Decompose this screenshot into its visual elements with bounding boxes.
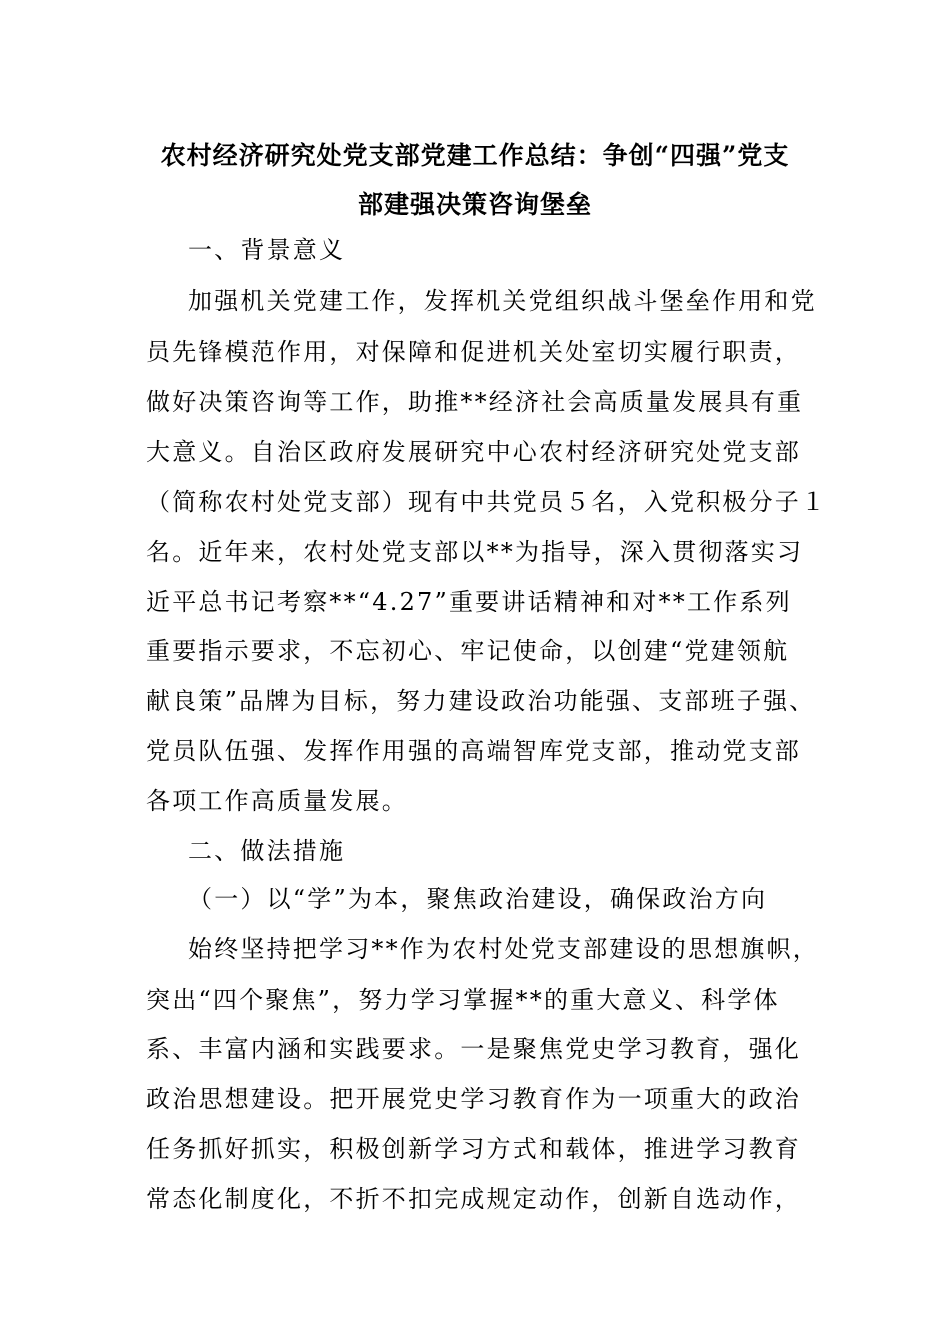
paragraph-line: 重要指示要求，不忘初心、牢记使命，以创建“党建领航 <box>146 637 790 665</box>
paragraph-line: 始终坚持把学习**作为农村处党支部建设的思想旗帜， <box>188 935 819 963</box>
paragraph-line: 党员队伍强、发挥作用强的高端智库党支部，推动党支部 <box>146 737 801 765</box>
paragraph-line: 献良策”品牌为目标，努力建设政治功能强、支部班子强、 <box>146 687 816 715</box>
paragraph-line: 政治思想建设。把开展党史学习教育作为一项重大的政治 <box>146 1085 801 1113</box>
paragraph-line: 加强机关党建工作，发挥机关党组织战斗堡垒作用和党 <box>188 287 817 315</box>
document-title-line-1: 农村经济研究处党支部党建工作总结：争创“四强”党支 <box>160 141 790 170</box>
paragraph-line: 各项工作高质量发展。 <box>146 787 408 815</box>
paragraph-line: 名。近年来，农村处党支部以**为指导，深入贯彻落实习 <box>146 538 804 566</box>
paragraph-line: 员先锋模范作用，对保障和促进机关处室切实履行职责， <box>146 338 801 366</box>
section-heading-background: 一、背景意义 <box>188 236 346 264</box>
section-heading-measures: 二、做法措施 <box>188 837 346 865</box>
document-title-line-2: 部建强决策咨询堡垒 <box>357 190 592 219</box>
paragraph-line: 任务抓好抓实，积极创新学习方式和载体，推进学习教育 <box>146 1135 801 1163</box>
paragraph-line: （简称农村处党支部）现有中共党员５名，入党积极分子１ <box>146 488 828 516</box>
paragraph-line: 大意义。自治区政府发展研究中心农村经济研究处党支部 <box>146 438 801 466</box>
paragraph-line: 做好决策咨询等工作，助推**经济社会高质量发展具有重 <box>146 388 804 416</box>
paragraph-line: 近平总书记考察**“4.27”重要讲话精神和对**工作系列 <box>146 588 792 616</box>
subsection-heading: （一）以“学”为本，聚焦政治建设，确保政治方向 <box>188 885 768 913</box>
paragraph-line: 系、丰富内涵和实践要求。一是聚焦党史学习教育，强化 <box>146 1035 801 1063</box>
paragraph-line: 突出“四个聚焦”，努力学习掌握**的重大意义、科学体 <box>146 986 780 1014</box>
paragraph-line: 常态化制度化，不折不扣完成规定动作，创新自选动作， <box>146 1185 801 1213</box>
